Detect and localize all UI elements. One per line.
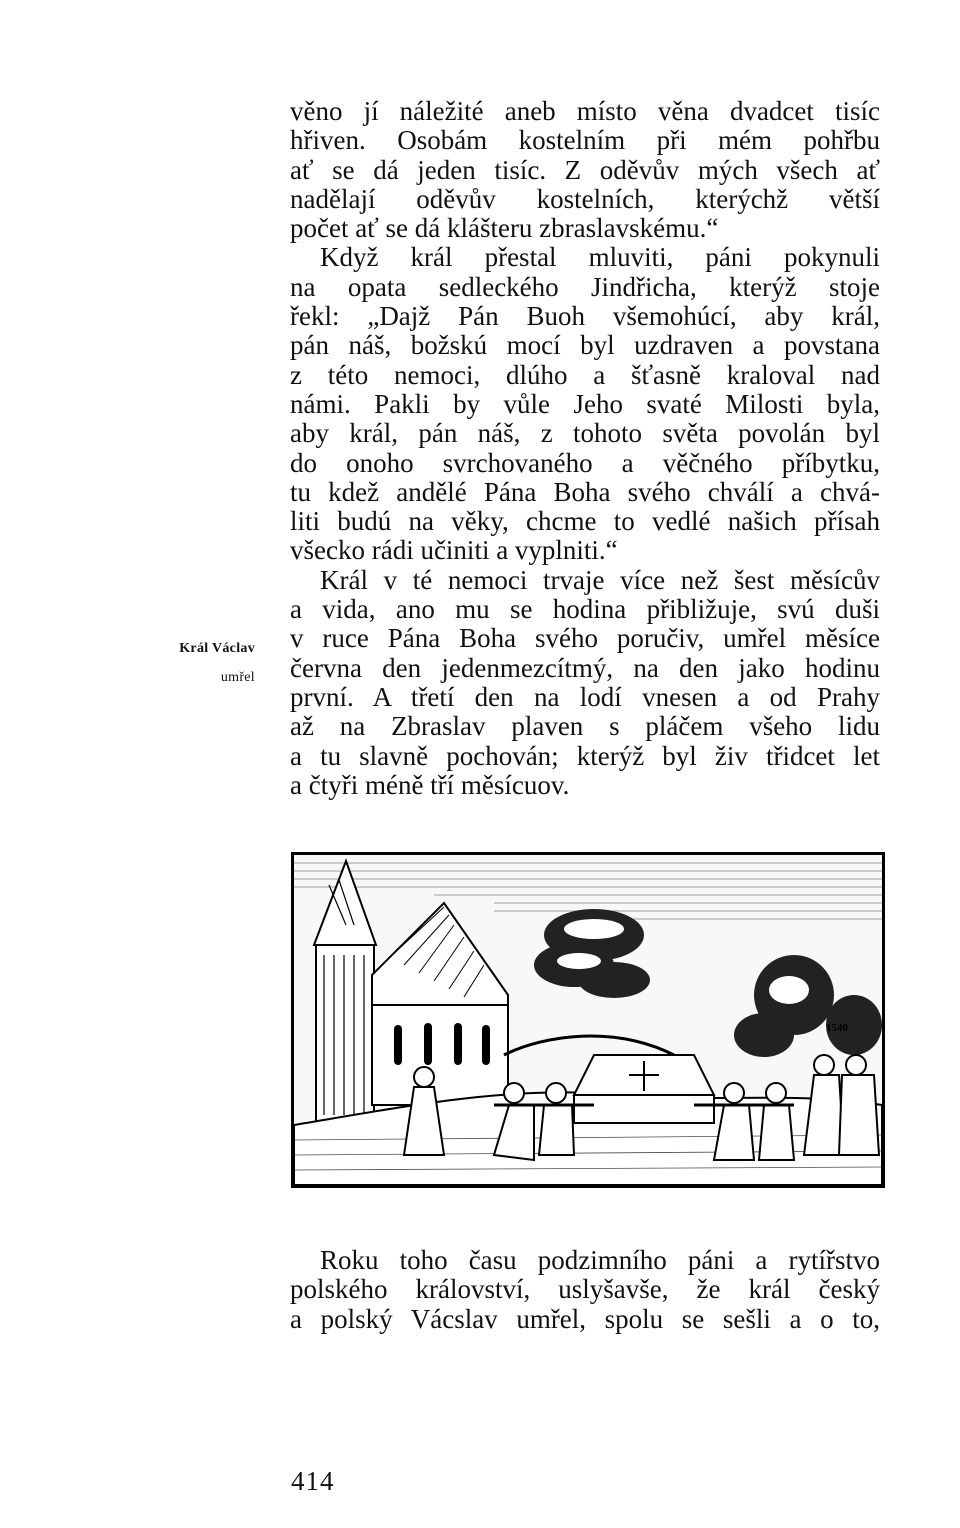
- page-number: 414: [291, 1466, 335, 1496]
- margin-note: [179, 634, 255, 693]
- woodcut-date: 1540: [826, 1022, 848, 1034]
- text-line: Král v té nemoci trvaje více než šest měsícův: [320, 564, 880, 595]
- text-line: první. A třetí den na lodí vnesen a od Prahy: [290, 681, 880, 712]
- text-line: řekl: „Dajž Pán Buoh všemohúcí, aby král,: [290, 301, 880, 332]
- text-line: tu kdež andělé Pána Boha svého chválí a chvá-: [290, 476, 880, 507]
- text-line: června den jedenmezcítmý, na den jako hodinu: [290, 652, 880, 683]
- lower-text-block: [290, 1246, 880, 1334]
- text-line: hřiven. Osobám kostelním při mém pohřbu: [290, 125, 880, 156]
- church-tower-shape: [314, 861, 376, 1125]
- paragraph-3: [290, 566, 880, 800]
- funeral-procession-woodcut: [294, 855, 882, 1185]
- text-line: a vida, ano mu se hodina přibližuje, svú duši: [290, 594, 880, 625]
- paragraph-2: [290, 243, 880, 565]
- text-line: všecko rádi učiniti a vyplniti.“: [290, 535, 618, 566]
- text-line: námi. Pakli by vůle Jeho svaté Milosti byla,: [290, 388, 880, 419]
- text-line: liti budú na věky, chcme to vedlé našich přísah: [290, 506, 880, 537]
- text-line: počet ať se dá klášteru zbraslavskému.“: [290, 213, 719, 244]
- text-line: Roku toho času podzimního páni a rytířstvo: [320, 1245, 880, 1275]
- text-line: v ruce Pána Boha svého poručiv, umřel měsíce: [290, 623, 880, 654]
- margin-note-line: Král Václav: [179, 641, 255, 656]
- margin-note-line: umřel: [220, 670, 255, 686]
- text-line: z této nemoci, dlúho a šťasně kraloval nad: [290, 359, 880, 390]
- upper-text-block: [290, 97, 880, 800]
- paragraph-1: [290, 97, 880, 243]
- text-line: na opata sedleckého Jindřicha, kterýž stoje: [290, 271, 880, 302]
- text-line: nadělají oděvův kostelních, kterýchž větší: [290, 183, 880, 214]
- text-line: a čtyři méně tří měsícuov.: [290, 769, 570, 800]
- text-line: polského království, uslyšavše, že král český: [290, 1274, 880, 1305]
- coffin-shape: [574, 1055, 714, 1123]
- text-line: pán náš, božskú mocí byl uzdraven a povstana: [290, 330, 880, 361]
- text-line: aby král, pán náš, z tohoto světa povolán byl: [290, 418, 880, 449]
- text-line: do onoho svrchovaného a věčného příbytku,: [290, 447, 880, 478]
- text-line: věno jí náležité aneb místo věna dvadcet tisíc: [290, 96, 880, 126]
- church-building-shape: [372, 903, 508, 1105]
- text-line: až na Zbraslav plaven s pláčem všeho lidu: [290, 711, 880, 742]
- text-line: a polský Vácslav umřel, spolu se sešli a o to,: [290, 1303, 880, 1334]
- paragraph-4: [290, 1246, 880, 1334]
- text-line: a tu slavně pochován; kterýž byl živ třidcet let: [290, 740, 880, 771]
- text-line: Když král přestal mluviti, páni pokynuli: [320, 242, 880, 273]
- text-line: ať se dá jeden tisíc. Z oděvův mých všech ať: [290, 154, 880, 185]
- woodcut-illustration: [291, 852, 885, 1188]
